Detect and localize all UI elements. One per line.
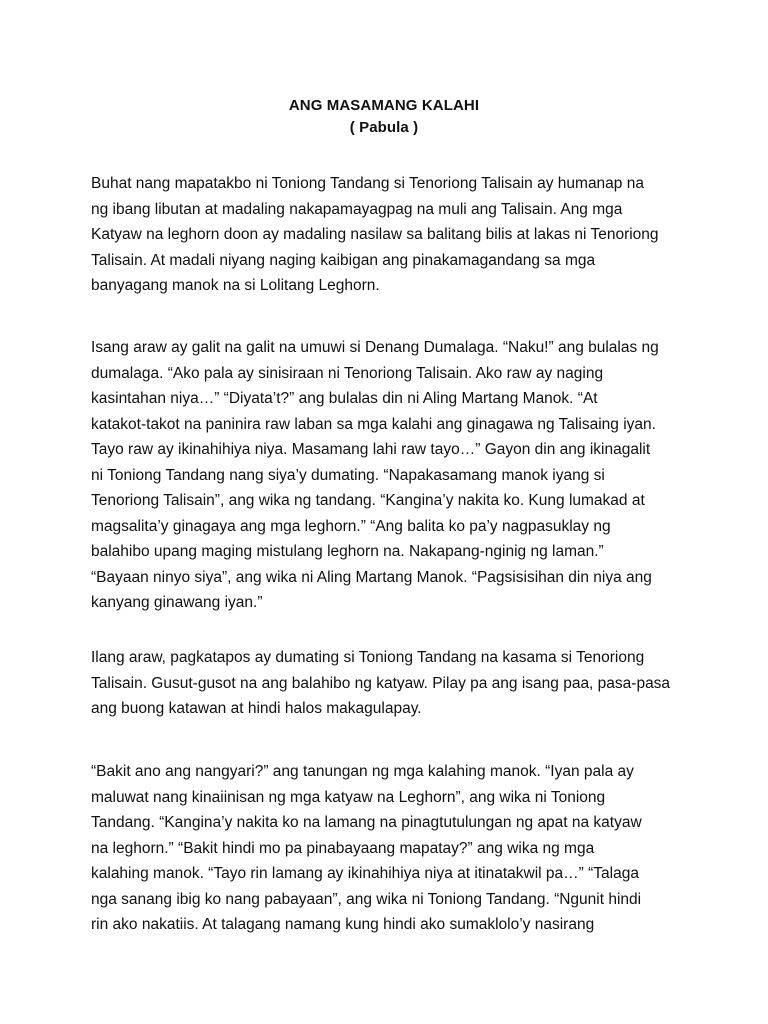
paragraph-line: nga sanang ibig ko nang pabayaan”, ang wika ni Toniong Tandang. “Ngunit hindi: [91, 890, 642, 908]
paragraph-line: maluwat nang kinaiinisan ng mga katyaw na Leghorn”, ang wika ni Toniong: [91, 788, 606, 806]
paragraph-line: kalahing manok. “Tayo rin lamang ay ikinahihiya niya at itinatakwil pa…” “Talaga: [91, 865, 639, 882]
paragraph-line: kanyang ginawang iyan.”: [91, 594, 263, 611]
paragraph-2: [91, 335, 691, 616]
document-title: ANG MASAMANG KALAHI: [288, 97, 480, 114]
document-subtitle: ( Pabula ): [349, 119, 419, 136]
paragraph-line: ang buong katawan at hindi halos makagulapay.: [91, 700, 422, 717]
paragraph-line: magsalita’y ginagaya ang mga leghorn.” “Ang balita ko pa’y nagpasuklay ng: [91, 517, 611, 535]
paragraph-line: katakot-takot na paninira raw laban sa mga kalahi ang ginagawa ng Talisaing iyan.: [91, 415, 656, 433]
paragraph-line: “Bayaan ninyo siya”, ang wika ni Aling Martang Manok. “Pagsisisihan din niya ang: [91, 568, 652, 586]
paragraph-line: Tandang. “Kangina’y nakita ko na lamang na pinagtutulungan ng apat na katyaw: [91, 814, 642, 831]
paragraph-line: Talisain. At madali niyang naging kaibigan ang pinakamagandang sa mga: [91, 251, 596, 269]
paragraph-line: ng ibang libutan at madaling nakapamayagpag na muli ang Talisain. Ang mga: [91, 200, 623, 218]
paragraph-line: banyagang manok na si Lolitang Leghorn.: [91, 277, 380, 294]
paragraph-line: ni Toniong Tandang nang siya’y dumating. “Napakasamang manok iyang si: [91, 466, 605, 484]
paragraph-line: kasintahan niya…” “Diyata’t?” ang bulalas din ni Aling Martang Manok. “At: [91, 390, 598, 407]
paragraph-line: Isang araw ay galit na galit na umuwi si Denang Dumalaga. “Naku!” ang bulalas ng: [91, 339, 659, 356]
paragraph-line: balahibo upang maging mistulang leghorn na. Nakapang-nginig ng laman.”: [91, 543, 604, 560]
paragraph-line: dumalaga. “Ako pala ay sinisiraan ni Tenoriong Talisain. Ako raw ay naging: [91, 364, 604, 382]
paragraph-line: Katyaw na leghorn doon ay madaling nasilaw sa balitang bilis at lakas ni Tenoriong: [91, 226, 659, 243]
paragraph-line: rin ako nakatiis. At talagang namang kung hindi ako sumaklolo’y nasirang: [91, 916, 595, 933]
paragraph-1: [91, 171, 691, 299]
paragraph-line: Buhat nang mapatakbo ni Toniong Tandang si Tenoriong Talisain ay humanap na: [91, 175, 644, 192]
paragraph-line: “Bakit ano ang nangyari?” ang tanungan ng mga kalahing manok. “Iyan pala ay: [91, 763, 634, 780]
paragraph-line: Tenoriong Talisain”, ang wika ng tandang. “Kangina’y nakita ko. Kung lumakad at: [91, 492, 645, 509]
paragraph-line: Ilang araw, pagkatapos ay dumating si Toniong Tandang na kasama si Tenoriong: [91, 649, 645, 666]
paragraph-4: [91, 759, 691, 938]
paragraph-line: na leghorn.” “Bakit hindi mo pa pinabayaang mapatay?” ang wika ng mga: [91, 839, 595, 857]
paragraph-line: Talisain. Gusut-gusot na ang balahibo ng katyaw. Pilay pa ang isang paa, pasa-pasa: [91, 674, 671, 692]
title-block: [0, 95, 768, 139]
paragraph-3: [91, 645, 691, 722]
paragraph-line: Tayo raw ay ikinahihiya niya. Masamang lahi raw tayo…” Gayon din ang ikinagalit: [91, 441, 651, 458]
